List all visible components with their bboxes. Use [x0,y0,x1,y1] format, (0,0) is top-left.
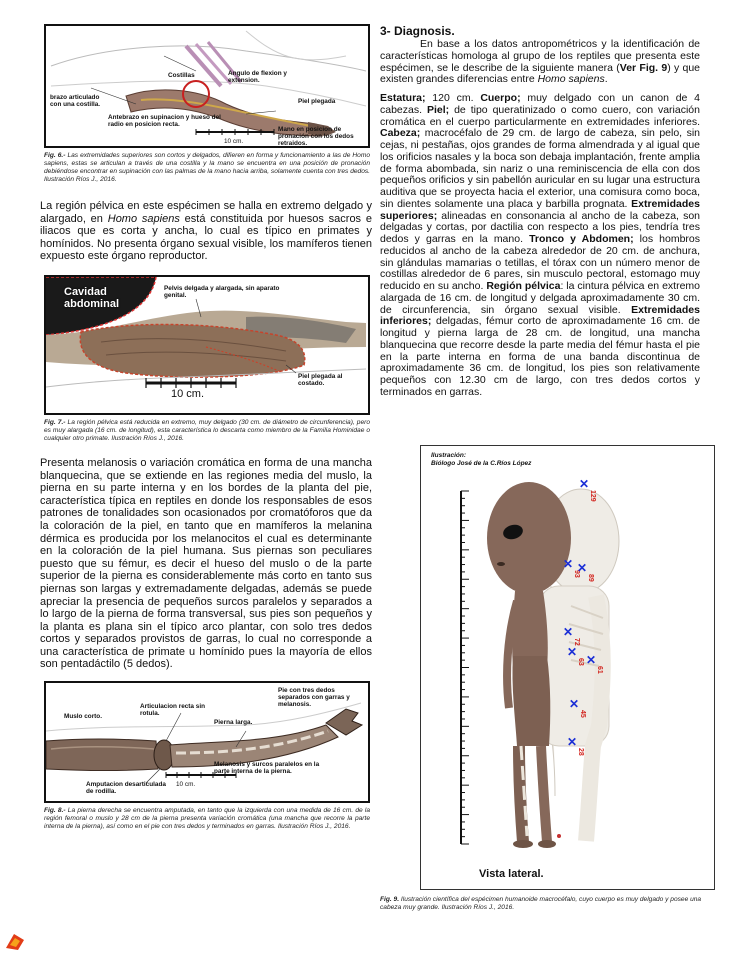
text-region-pelvica: : la cintura pélvica en extremo alargada de 16 cm. de longitud y delgada aproximadamente 30 cm. de circunferencia, sin órgano sexual visible. [380,280,700,316]
figure-8-caption-label: Fig. 8.- [44,807,66,815]
fig8-label-amputacion: Amputacion desarticulada de rodilla. [86,781,166,796]
fig8-label-pie: Pie con tres dedos separados con garras y melanosis. [278,687,350,709]
fig8-label-melanosis: Melanosis y surcos paralelos en la parte interna de la pierna. [214,761,320,776]
text-estatura: 120 cm. [425,92,481,104]
figure-6-caption-label: Fig. 6.- [44,152,66,159]
term-estatura: Estatura; [380,92,426,104]
figure-6-caption-text: Las extremidades superiores son cortos y delgados, difieren en forma y funcionamiento a las de Homo sapiens, estas se articulan a través de una costilla y la mano se encuentra en una posición de pronación debiéndose encontrar en supinación con las palmas de la mano hacia arriba, solamente cuenta con tres dedos. Ilustración Ríos J., 2016. [44,152,370,183]
measurement-label: 61 [596,666,603,674]
fig6-label-costillas: Costillas [168,72,195,79]
text-tronco-abdomen: los hombros reducidos al ancho de la cabeza alrededor de 20 cm. de anchura, sin glándulas mamarias o tetillas, el tórax con un número menor de costillas alrededor de 6 pares, sin musculo pectoral, estomago muy reducido en su ancho. [380,233,700,292]
measurement-label: 45 [579,710,586,718]
fig9-header-label: Ilustración: [431,452,467,459]
figure-9-lateral-view-illustration [421,446,714,889]
fig9-height-ruler [461,491,469,844]
fig6-label-brazo: brazo articulado con una costilla. [50,94,101,108]
text-extremidades-superiores: alineadas en consonancia al ancho de la cabeza, son delgadas y cortas, por dactilia con respecto a los pies, tendría tres dedos y garras en la mano. [380,209,700,245]
measurement-label: 89 [587,574,594,582]
fig7-label-cavidad: Cavidad abdominal [64,285,120,310]
term-cuerpo: Cuerpo; [480,92,521,104]
figure-9-caption-label: Fig. 9. [380,896,400,903]
figure-8-caption-text: La pierna derecha se encuentra amputada, en tanto que la izquierda con una medida de 16 cm. de la región femoral o muslo y 28 cm de la pierna presenta variación cromática (una mancha que recorre la parte interna de la pierna), así como en el pie con tres dedos y terminados en garras. Ilustración Ríos J., 2016. [44,807,370,831]
marker-x-icon: ✕ [569,697,580,711]
figure-6-caption [44,152,370,184]
paragraph-pelvic-text-b: está constituida por huesos sacros e iliacos que es corta y ancha, lo cual es típico en primates y homínidos. No presenta órgano sexual visible, los mamíferos tienen expuesto este órgano reproductor. [40,212,372,263]
term-region-pelvica: Región pélvica [486,280,561,292]
measurement-label: 63 [577,658,584,666]
fig6-label-antebrazo: Antebrazo en supinacion y hueso del radio en posicion recta. [108,114,221,128]
paragraph-pelvic-text-a: La región pélvica en este espécimen se halla en extremo delgado y alargado, en [40,200,372,225]
fig8-label-articulacion: Articulacion recta sin rotula. [140,703,205,718]
term-piel: Piel; [426,103,450,116]
paragraph-pelvic-italic: Homo sapiens [107,212,180,225]
term-extremidades-inferiores: Extremidades inferiores; [380,303,700,328]
fig7-scale-label: 10 cm. [171,387,205,400]
fig8-scale-label: 10 cm. [176,781,196,789]
diagnosis-intro-text-b: ) y que existen grandes diferencias entre [380,61,701,86]
measurement-label: 28 [577,748,584,756]
fig9-header-author: Biólogo José de la C.Ríos López [431,460,532,467]
figure-9-caption [380,896,710,912]
marker-x-icon: ✕ [563,557,574,571]
figure-7-caption [44,419,370,443]
marker-x-icon: ✕ [567,645,578,659]
diagnosis-intro-italic: Homo sapiens [537,73,605,86]
diagnosis-description [380,93,700,399]
fig9-footer-label: Vista lateral. [479,868,544,880]
text-extremidades-inferiores: delgadas, fémur corto de aproximadamente 16 cm. de longitud y pierna larga de 28 cm. de longitud, una mancha blanquecina que recorre desde la parte media del fémur hasta el pie en la parte interna en forma de una banda discontinua de aproximadamente 36 cm. de longitud, los pies son relativamente pequeños con 12.30 cm de largo, con tres dedos cortos y terminados en garras. [380,315,700,398]
diagnosis-heading: 3- Diagnosis. [380,24,455,38]
fig6-label-angulo: Angulo de flexion y extension. [228,70,287,84]
figure-9-image [420,445,715,890]
paragraph-melanosis: Presenta melanosis o variación cromática en forma de una mancha blanquecina, que se extiende en las regiones media del muslo, la pierna en su parte interna y en los bordes de la planta del pie, característica típica en reptiles en donde los responsables de esos patrones de tonalidades son ocasionados por cromatóforos que da la coloración de la piel, en tanto que en mamíferos la melanina dérmica es producida por los melanocitos el cual es determinante en la coloración de la piel humana. Sus piernas son peculiares puesto que su fémur, es decir el hueso del muslo o de la parte superior de la pierna es considerablemente más corto en tanto sus piernas son largas y extremadamente delgadas, además se puede apreciar la presencia de pequeños surcos paralelos y separados a lo largo de la pierna de forma transversal, sus pies son pequeños y la planta es plana sin el típico arco plantar, con solo tres dedos cortos y separados provistos de garras, lo cual no corresponde a una característica de primate u homínido pues la mayoría de ellos son pentadáctilo (5 dedos). [40,456,372,671]
figure-7-caption-label: Fig. 7.- [44,418,66,426]
fig7-label-pelvis: Pelvis delgada y alargada, sin aparato genital. [164,284,280,299]
publisher-logo-icon [4,930,26,952]
figure-7-caption-text: La región pélvica está reducida en extremo, muy delgado (30 cm. de diámetro de circunferencia), pero es muy alargada (16 cm. de longitud), esta característica lo descarta como miembro de la Familia Hominidae o cualquier otro primate. Ilustración Ríos J., 2016. [44,418,370,442]
text-cuerpo: muy delgado con un canon de 4 cabezas. [380,92,700,116]
figure-6-image [44,24,370,148]
fig9-base-point [557,834,561,838]
text-cabeza: macrocéfalo de 29 cm. de largo de cabeza, sin pelo, sin cejas, ni pestañas, ojos grandes de forma almendrada y al igual que los orificios nasales y la boca son debaja implantación, frente amplia de forma abombada, sin nariz o una reminiscencia de ella con dos pequeños orificios y sin pabellón auricular en su lugar una estructura auditiva que se proyecta hacia el exterior, una comisura como boca, sin dientes solamente una placa y barbilla prognata. [380,127,700,210]
right-column [380,24,700,399]
diagnosis-intro-end: . [604,73,608,86]
measurement-label: 72 [573,638,580,646]
marker-x-icon: ✕ [563,625,574,639]
marker-x-icon: ✕ [577,561,588,575]
marker-x-icon: ✕ [579,477,590,491]
term-tronco-abdomen: Tronco y Abdomen; [529,233,634,245]
term-extremidades-superiores: Extremidades superiores; [380,197,700,222]
figure-8-image [44,681,370,803]
term-cabeza: Cabeza; [380,127,421,140]
fig6-scale-label: 10 cm. [224,138,244,145]
marker-x-icon: ✕ [567,735,578,749]
diagnosis-intro [380,39,700,86]
diagnosis-intro-text-a: En base a los datos antropométricos y la identificación de características homologa al grupo de los reptiles que presenta este espécimen, se le describe de la siguiente manera ( [380,38,700,74]
diagnosis-figure-reference: Ver Fig. 9 [619,61,668,74]
fig6-label-piel: Piel plegada [298,98,336,105]
left-column [40,24,372,831]
measurement-label: 93 [573,570,580,578]
fig6-label-mano: Mano en posicion de pronación con los dedos retraidos. [278,126,354,147]
paragraph-pelvic-region [40,200,372,263]
figure-9-caption-text: Ilustración científica del espécimen humanoide macrocéfalo, cuyo cuerpo es muy delgado y posee una cabeza muy grande. Ilustración Ríos J., 2016. [380,896,702,911]
measurement-label: 129 [589,490,596,502]
figure-8-caption [44,807,370,831]
fig7-label-piel: Piel plegada al costado. [298,372,343,387]
fig8-label-pierna: Pierna larga. [214,719,253,727]
figure-7-image [44,275,370,415]
marker-x-icon: ✕ [586,653,597,667]
fig8-label-muslo: Muslo corto. [64,713,102,721]
text-piel: de tipo queratinizado o como cuero, con variación cromática en el cuerpo particularmente en extremidades inferiores. [380,103,700,128]
